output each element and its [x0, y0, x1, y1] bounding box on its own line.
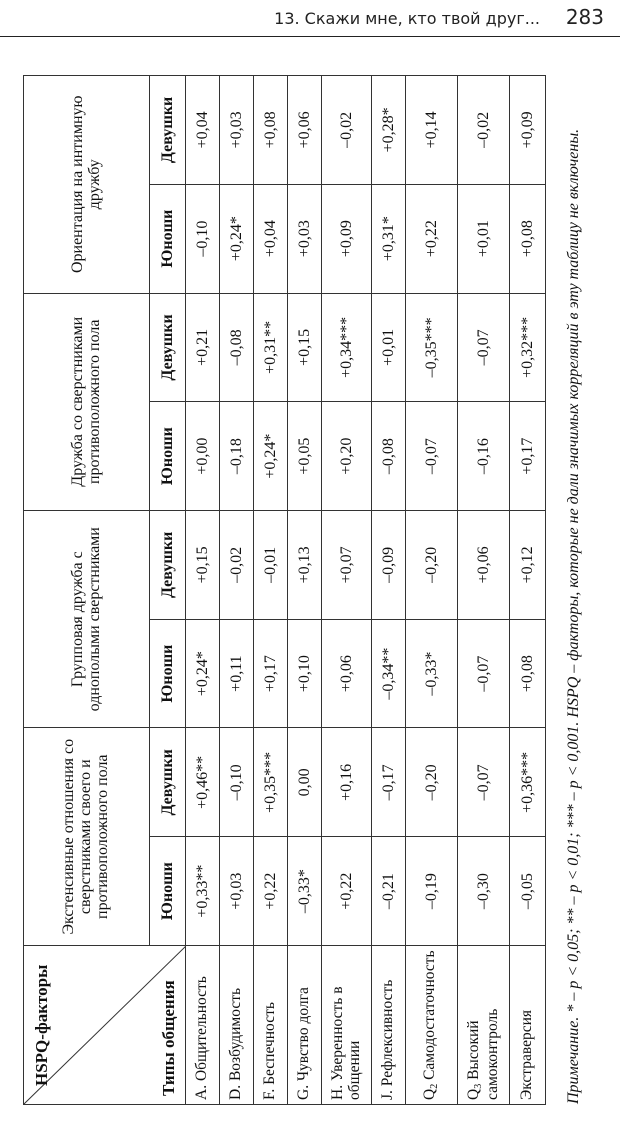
table-cell: +0,10 — [288, 619, 322, 728]
table-cell: +0,05 — [288, 402, 322, 511]
table-row — [458, 76, 510, 1105]
table-row — [254, 76, 288, 1105]
table-cell: +0,00 — [186, 402, 220, 511]
table-cell: +0,07 — [322, 511, 372, 620]
table-row — [406, 76, 458, 1105]
table-cell: +0,08 — [254, 76, 288, 185]
table-cell: +0,03 — [220, 837, 254, 946]
table-cell: –0,02 — [322, 76, 372, 185]
group-header: Групповая дружба с однополыми сверстниками — [24, 511, 150, 728]
row-label: А. Общительность — [186, 945, 220, 1104]
table-cell: 0,00 — [288, 728, 322, 837]
table-cell: –0,07 — [458, 293, 510, 402]
table-cell: –0,07 — [406, 402, 458, 511]
row-label: J. Рефлексивность — [372, 945, 406, 1104]
table-cell: +0,17 — [254, 619, 288, 728]
table-cell: +0,22 — [406, 184, 458, 293]
table-cell: +0,03 — [288, 184, 322, 293]
table-cell: +0,24* — [186, 619, 220, 728]
table-cell: +0,21 — [186, 293, 220, 402]
table-cell: –0,09 — [372, 511, 406, 620]
sub-header-boys: Юноши — [150, 402, 186, 511]
table-cell: +0,09 — [510, 76, 546, 185]
row-label-index: 2 — [429, 1083, 441, 1089]
correlation-table — [23, 75, 546, 1105]
sub-header-boys: Юноши — [150, 184, 186, 293]
table-corner — [24, 945, 186, 1104]
table-cell: –0,05 — [510, 837, 546, 946]
table-cell: –0,35*** — [406, 293, 458, 402]
table-cell: +0,04 — [186, 76, 220, 185]
table-row — [510, 76, 546, 1105]
table-cell: +0,15 — [288, 293, 322, 402]
table-cell: –0,17 — [372, 728, 406, 837]
row-label: F. Беспечность — [254, 945, 288, 1104]
table-cell: +0,06 — [458, 511, 510, 620]
sub-header-boys: Юноши — [150, 619, 186, 728]
table-cell: +0,36*** — [510, 728, 546, 837]
table-cell: +0,01 — [458, 184, 510, 293]
table-cell: +0,13 — [288, 511, 322, 620]
table-footnote: Примечание. * – p < 0,05; ** – p < 0,01; *** – p < 0,001. HSPQ – факторы, которые не дали значимых корреляций в эту таблицу не включены. — [565, 128, 582, 1104]
table-cell: –0,20 — [406, 511, 458, 620]
row-label: G. Чувство долга — [288, 945, 322, 1104]
table-cell: –0,10 — [186, 184, 220, 293]
table-cell: +0,28* — [372, 76, 406, 185]
table-cell: +0,06 — [288, 76, 322, 185]
row-label-index: 3 — [473, 1083, 485, 1089]
table-cell: –0,07 — [458, 728, 510, 837]
table-cell: –0,21 — [372, 837, 406, 946]
group-header: Экстенсивные отношения со сверстниками своего и противоположного пола — [24, 728, 150, 945]
table-cell: –0,18 — [220, 402, 254, 511]
sub-header-boys: Юноши — [150, 837, 186, 946]
table-cell: –0,02 — [458, 76, 510, 185]
row-label-text: Высокий самоконтроль — [465, 1008, 501, 1100]
table-cell: +0,46** — [186, 728, 220, 837]
table-row — [220, 76, 254, 1105]
table-cell: +0,06 — [322, 619, 372, 728]
table-row — [322, 76, 372, 1105]
table-cell: –0,01 — [254, 511, 288, 620]
table-cell: +0,03 — [220, 76, 254, 185]
sub-header-girls: Девушки — [150, 511, 186, 620]
table-row — [372, 76, 406, 1105]
row-label: D. Возбудимость — [220, 945, 254, 1104]
table-cell: +0,09 — [322, 184, 372, 293]
row-label-letter: Q — [421, 1088, 439, 1100]
table-cell: +0,31* — [372, 184, 406, 293]
sub-header-girls: Девушки — [150, 76, 186, 185]
table-cell: –0,02 — [220, 511, 254, 620]
table-cell: –0,07 — [458, 619, 510, 728]
row-label: H. Уверенность в общении — [322, 945, 372, 1104]
table-cell: +0,24* — [220, 184, 254, 293]
table-cell: +0,31** — [254, 293, 288, 402]
group-header: Ориентация на интимную дружбу — [24, 76, 150, 294]
table-cell: –0,10 — [220, 728, 254, 837]
running-head — [0, 0, 620, 37]
table-cell: –0,19 — [406, 837, 458, 946]
chapter-title: 13. Скажи мне, кто твой друг... — [274, 9, 540, 28]
group-header: Дружба со сверстниками противоположного пола — [24, 293, 150, 510]
table-row — [288, 76, 322, 1105]
table-cell: +0,17 — [510, 402, 546, 511]
corner-hspq-label: HSPQ-факторы — [32, 964, 51, 1086]
rotated-table-container — [23, 75, 545, 1105]
row-label — [458, 945, 510, 1104]
table-cell: +0,22 — [254, 837, 288, 946]
row-label: Экстраверсия — [510, 945, 546, 1104]
row-label-letter: Q — [465, 1088, 483, 1100]
table-cell: +0,34*** — [322, 293, 372, 402]
table-cell: +0,32*** — [510, 293, 546, 402]
table-cell: +0,08 — [510, 184, 546, 293]
table-cell: +0,22 — [322, 837, 372, 946]
table-cell: –0,34** — [372, 619, 406, 728]
corner-types-label: Типы общения — [159, 980, 178, 1096]
table-cell: +0,24* — [254, 402, 288, 511]
sub-header-girls: Девушки — [150, 293, 186, 402]
table-cell: +0,12 — [510, 511, 546, 620]
table-cell: +0,35*** — [254, 728, 288, 837]
table-cell: +0,08 — [510, 619, 546, 728]
table-cell: +0,04 — [254, 184, 288, 293]
table-cell: +0,14 — [406, 76, 458, 185]
table-cell: –0,30 — [458, 837, 510, 946]
table-cell: +0,15 — [186, 511, 220, 620]
table-cell: +0,33** — [186, 837, 220, 946]
sub-header-girls: Девушки — [150, 728, 186, 837]
row-label-text: Самодостаточность — [421, 950, 439, 1084]
page-number: 283 — [565, 5, 604, 29]
table-cell: +0,20 — [322, 402, 372, 511]
table-cell: –0,33* — [288, 837, 322, 946]
table-cell: –0,33* — [406, 619, 458, 728]
table-cell: +0,01 — [372, 293, 406, 402]
row-label — [406, 945, 458, 1104]
table-cell: –0,20 — [406, 728, 458, 837]
table-cell: –0,16 — [458, 402, 510, 511]
table-cell: +0,16 — [322, 728, 372, 837]
table-row — [186, 76, 220, 1105]
table-cell: +0,11 — [220, 619, 254, 728]
table-cell: –0,08 — [220, 293, 254, 402]
table-cell: –0,08 — [372, 402, 406, 511]
